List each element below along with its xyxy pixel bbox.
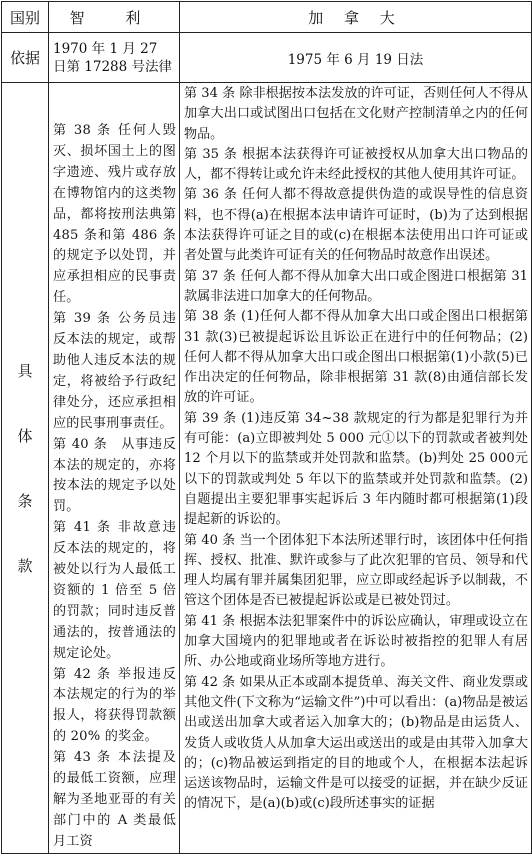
basis-italy: 1970 年 1 月 27 日第 17288 号法律 (49, 33, 180, 83)
provisions-label-char: 条 (17, 491, 33, 510)
provisions-row (2, 83, 532, 854)
article-paragraph: 第 38 条 任何人毁灭、损坏国土上的图字遗迹、残片或存放在博物馆内的这类物品，都将按刑法典第 485 条和第 486 条的规定予以处罚，并应承担相应的民事责任。 (53, 123, 176, 306)
article-paragraph: 第 39 条 (1)违反第 34~38 款规定的行为都是犯罪行为并有可能：(a)立即被判处 5 000 元①以下的罚款或者被判处 12 个月以下的监禁或并处罚款和监禁。(b)判处 25 000元以下的罚款或判处 5 年以下的监禁或并处罚款和监禁。(2)自题提出主要犯罪事实起诉后 3 年内随时都可根据第(1)段提起新的诉讼的。 (184, 410, 528, 528)
provisions-label (2, 83, 49, 854)
article-paragraph: 第 37 条 任何人都不得从加拿大出口或企图进口根据第 31 款属非法进口加拿大的任何物品。 (184, 268, 528, 304)
article-paragraph: 第 35 条 根据本法获得许可证被授权从加拿大出口物品的人，都不得转让或允许未经此授权的其他人使用其许可证。 (184, 146, 528, 183)
article-paragraph: 第 34 条 除非根据按本法发放的许可证，否则任何人不得从加拿大出口或试图出口包括在文化财产控制清单之内的任何物品。 (184, 86, 528, 142)
provisions-label-char: 体 (17, 426, 33, 445)
header-category: 国别 (2, 2, 49, 33)
article-paragraph: 第 40 条 从事违反本法的规定的，亦将按本法的规定予以处罚。 (53, 436, 176, 515)
header-canada: 加 拿 大 (180, 2, 532, 33)
basis-label: 依据 (2, 33, 49, 83)
article-paragraph: 第 42 条 举报违反本法规定的行为的举报人，将获得罚款额的 20% 的奖金。 (53, 666, 176, 745)
basis-row (2, 33, 532, 83)
header-italy: 智 利 (49, 2, 180, 33)
article-paragraph: 第 36 条 任何人都不得故意提供伪造的或误导性的信息资料，也不得(a)在根据本法申请许可证时，(b)为了达到根据本法获得许可证之目的或(c)在根据本法使用出口许可证或者处置与此类许可证有关的任何物品时故意作出误述。 (184, 187, 528, 264)
article-paragraph: 第 41 条 非故意违反本法的规定的，将被处以行为人最低工资额的 1 倍至 5 倍的罚款；同时违反普通法的，按普通法的规定论处。 (53, 520, 176, 661)
article-paragraph: 第 39 条 公务员违反本法的规定，或帮助他人违反本法的规定，将被给予行政纪律处分，还应承担相应的民事刑事责任。 (53, 311, 176, 431)
italy-provisions (49, 83, 180, 854)
article-paragraph: 第 42 条 如果从正本或副本提货单、海关文件、商业发票或其他文件(下文称为“运输文件”)中可以看出：(a)物品是被运出或送出加拿大或者运入加拿大的；(b)物品是由运货人、发货人或收货人从加拿大运出或送出的或是由其带入加拿大的；(c)物品被运到指定的目的地或个人，在根据本法起诉运送该物品时，运输文件是可以接受的证据，并在缺少反证的情况下，是(a)(b)或(c)段所述事实的证据 (184, 674, 528, 812)
article-paragraph: 第 38 条 (1)任何人都不得从加拿大出口或企图出口根据第 31 款(3)已被提起诉讼且诉讼正在进行中的任何物品；(2)任何人都不得从加拿大出口或企图出口根据第(1)小款(5)已作出决定的任何物品，除非根据第 31 款(8)由通信部长发放的许可证。 (184, 309, 528, 406)
article-paragraph: 第 43 条 本法提及的最低工资额，应理解为圣地亚哥的有关部门中的 A 类最低月工资 (53, 750, 176, 849)
article-paragraph: 第 40 条 当一个团体犯下本法所述罪行时，该团体中任何指挥、授权、批准、默许或参与了此次犯罪的官员、领导和代理人均属有罪并属集团犯罪，应立即或经起诉予以制裁，不管这个团体是否已被提起诉讼或是已被处罚过。 (184, 532, 528, 609)
article-paragraph: 第 41 条 根据本法犯罪案件中的诉讼应确认，审理或设立在加拿大国境内的犯罪地或者在诉讼时被指控的犯罪人有居所、办公地或商业场所等地方进行。 (184, 613, 528, 670)
canada-provisions (180, 83, 532, 854)
basis-canada: 1975 年 6 月 19 日法 (180, 33, 532, 83)
provisions-label-char: 具 (17, 361, 33, 380)
document-page (1, 1, 531, 849)
header-row (2, 2, 532, 33)
comparison-table (1, 1, 532, 854)
provisions-label-char: 款 (17, 556, 33, 575)
